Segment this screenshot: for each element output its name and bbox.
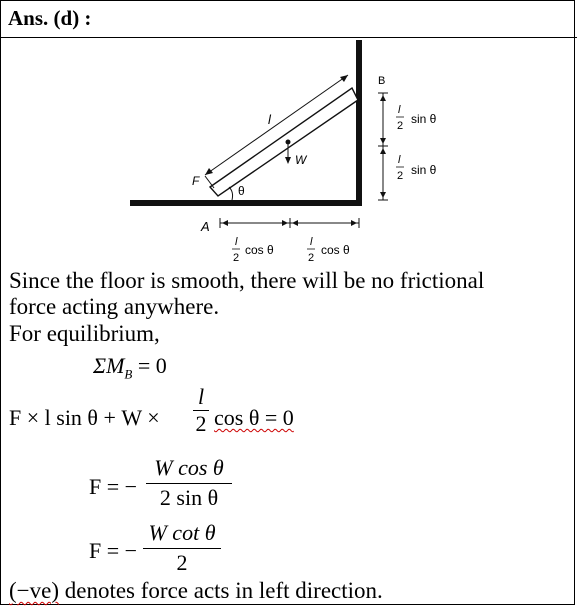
lower-sin: sin θ: [411, 163, 437, 177]
wall: [356, 40, 362, 206]
floor: [130, 200, 362, 206]
para1-line2: force acting anywhere.: [9, 294, 220, 319]
eq2-right-text: cos θ = 0: [214, 405, 294, 430]
para1-line1: Since the floor is smooth, there will be no frictional: [9, 268, 485, 293]
eq4-den: 2: [176, 550, 188, 575]
right-cos: cos θ: [321, 243, 350, 257]
left-two: 2: [233, 252, 240, 264]
vertical-dimensions: [378, 93, 388, 200]
left-cos: cos θ: [245, 243, 274, 257]
eq4-num: [143, 520, 221, 546]
label-b: B: [378, 75, 386, 87]
upper-two: 2: [397, 120, 404, 132]
length-dimension: [205, 75, 348, 175]
label-w: W: [295, 153, 307, 167]
right-two: 2: [308, 252, 315, 264]
eq2-num: l: [197, 384, 205, 409]
upper-half-l: l: [398, 104, 401, 116]
label-a: A: [201, 219, 210, 234]
center-point: [286, 140, 291, 145]
eq1-sub: B: [124, 366, 133, 382]
conclusion: [9, 578, 383, 604]
lower-two: 2: [397, 170, 404, 182]
eq2-right: [214, 405, 294, 431]
horizontal-dimensions: [220, 218, 359, 228]
eq1-rest: = 0: [132, 353, 167, 378]
label-l: l: [268, 112, 271, 127]
eq4-frac: [143, 520, 221, 576]
conclusion-rest: denotes force acts in left direction.: [59, 578, 383, 603]
eq-moment: [93, 353, 167, 382]
para2: For equilibrium,: [9, 321, 160, 346]
eq3-num-text: W cos θ: [154, 455, 224, 480]
right-half-l: l: [310, 236, 313, 248]
eq3-num: [146, 455, 232, 481]
lower-half-l: l: [398, 154, 401, 166]
eq2-left: F × l sin θ + W ×: [9, 405, 160, 430]
eq2-den: 2: [195, 411, 207, 436]
left-half-l: l: [235, 236, 238, 248]
answer-title: Ans. (d) :: [8, 6, 92, 30]
eq2-frac: [193, 385, 209, 436]
ladder-bar: [210, 88, 358, 196]
eq4-lhs: F = −: [89, 538, 138, 563]
eq1-sigma: ΣM: [93, 353, 125, 378]
label-theta: θ: [238, 184, 245, 198]
eq4-num-text: W cot θ: [148, 520, 216, 545]
eq3-lhs: F = −: [89, 474, 138, 499]
answer-header: [0, 0, 577, 38]
eq3-frac: [146, 455, 232, 511]
eq3-den: 2 sin θ: [159, 485, 219, 510]
upper-sin: sin θ: [411, 112, 437, 126]
conclusion-neg: (−ve): [9, 578, 59, 603]
label-f: F: [192, 174, 200, 188]
